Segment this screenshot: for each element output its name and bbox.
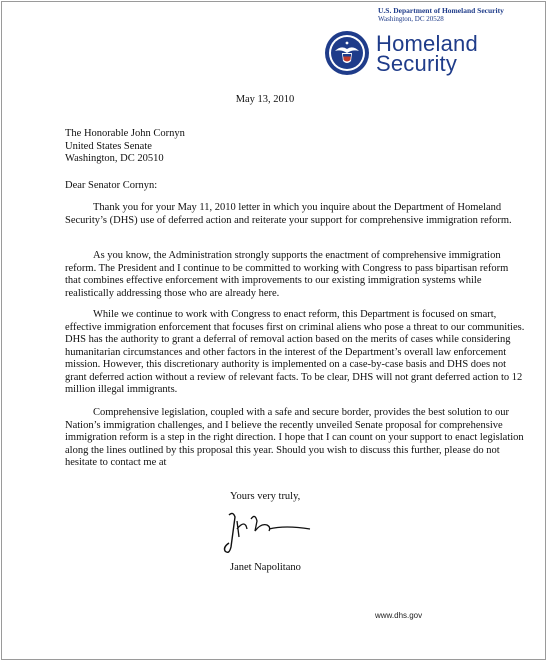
- body-paragraph: While we continue to work with Congress to enact reform, this Department is focused on smart, effective immigration enforcement that focuses first on criminal aliens who pose a threat to our communities. DHS has the authority to grant a deferral of removal action based on the merits of cases while considering humanitarian circumstances and other factors in the interest of the Department’s overall law enforcement mission. However, this discretionary authority is implemented on a case-by-case basis and DHS does not grant deferred action without a review of relevant facts. To be clear, DHS will not grant deferred action to 12 million illegal immigrants.: [65, 309, 525, 395]
- signature-image: [215, 507, 315, 559]
- letterhead-address: Washington, DC 20528: [378, 15, 444, 23]
- body-paragraph: Thank you for your May 11, 2010 letter in which you inquire about the Department of Homeland Security’s (DHS) use of deferred action and reiterate your support for comprehensive immigration reform.: [65, 202, 512, 226]
- recipient-name: The Honorable John Cornyn: [65, 128, 185, 139]
- recipient-org: United States Senate: [65, 140, 152, 152]
- closing: Yours very truly,: [230, 491, 301, 502]
- recipient-address: [65, 128, 185, 166]
- dhs-seal-icon: [324, 30, 370, 76]
- letterhead-department: U.S. Department of Homeland Security: [378, 6, 504, 15]
- body-paragraph: Comprehensive legislation, coupled with a safe and secure border, provides the best solution to our Nation’s immigration challenges, and I believe the recently unveiled Senate proposal for comprehensive immigration reform is a step in the right direction. I hope that I can count on your support to enact legislation along the lines outlined by this proposal this year. Should you wish to discuss this further, please do not hesitate to contact me at: [65, 407, 524, 468]
- signer-name: Janet Napolitano: [230, 562, 301, 573]
- recipient-city: Washington, DC 20510: [65, 153, 164, 164]
- salutation: Dear Senator Cornyn:: [65, 180, 158, 191]
- body-paragraph: As you know, the Administration strongly supports the enactment of comprehensive immigration reform. The President and I continue to be committed to working with Congress to pass bipartisan reform that combines effective enforcement with improvements to our existing immigration systems while realistically addressing those who are already here.: [65, 250, 509, 299]
- website-footer: www.dhs.gov: [375, 611, 423, 620]
- brand-security: Security: [376, 51, 458, 76]
- letter-date: May 13, 2010: [235, 94, 295, 105]
- brand-homeland: Homeland: [376, 31, 478, 56]
